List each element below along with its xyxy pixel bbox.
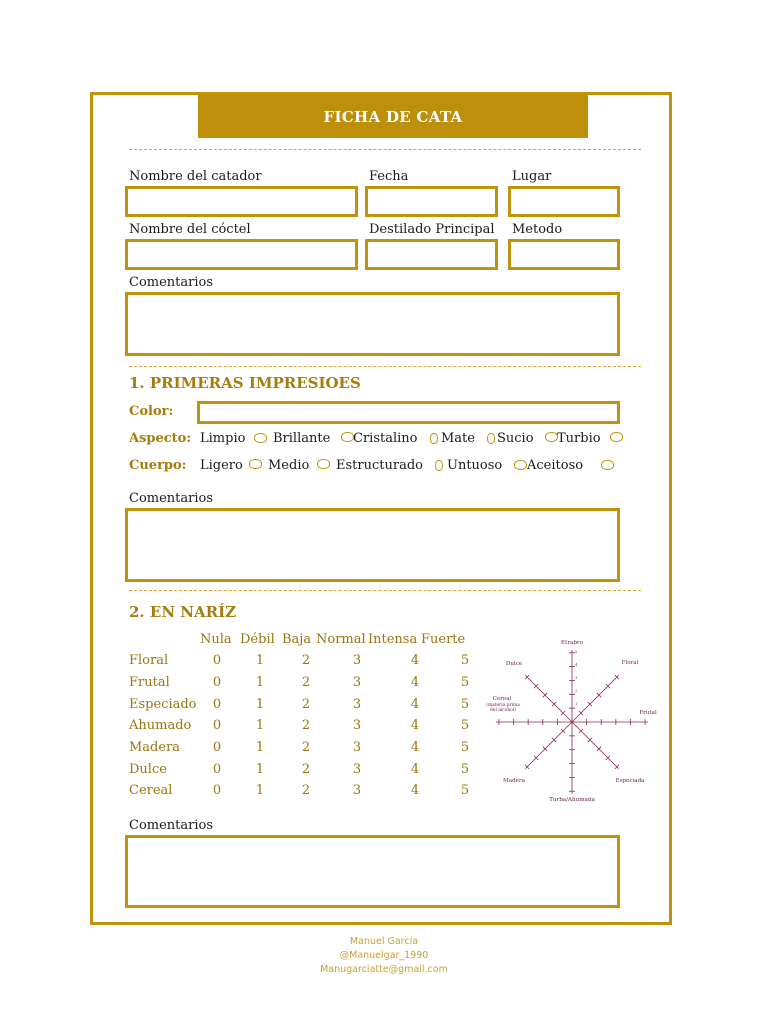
info-comments-field[interactable] (125, 292, 620, 356)
intensity-score[interactable]: 3 (352, 675, 362, 690)
intensity-score[interactable]: 3 (352, 762, 362, 777)
intensity-score[interactable]: 4 (410, 762, 420, 777)
wheel-label-cereal-note: (materia prima (486, 703, 520, 708)
intensity-score[interactable]: 5 (460, 762, 470, 777)
intensity-score[interactable]: 2 (301, 783, 311, 798)
intensity-score[interactable]: 3 (352, 653, 362, 668)
cocktail-field[interactable] (125, 239, 358, 270)
aroma-row-label: Frutal (129, 675, 170, 690)
intensity-score[interactable]: 5 (460, 653, 470, 668)
intensity-header: Nula (200, 632, 232, 647)
intensity-score[interactable]: 2 (301, 740, 311, 755)
intensity-score[interactable]: 2 (301, 762, 311, 777)
taster-field[interactable] (125, 186, 358, 217)
aspect-label: Aspecto: (129, 431, 192, 446)
impressions-comments-field[interactable] (125, 508, 620, 582)
wheel-label-madera: Madera (503, 778, 525, 784)
aspect-radio-limpio[interactable] (254, 433, 267, 443)
aspect-option-label: Sucio (497, 431, 534, 446)
aroma-wheel (486, 638, 660, 806)
intensity-score[interactable]: 4 (410, 697, 420, 712)
body-option-label: Aceitoso (527, 458, 584, 473)
taster-label: Nombre del catador (129, 169, 262, 184)
intensity-score[interactable]: 4 (410, 740, 420, 755)
date-label: Fecha (369, 169, 409, 184)
intensity-score[interactable]: 0 (212, 675, 222, 690)
intensity-score[interactable]: 5 (460, 718, 470, 733)
intensity-header: Baja (282, 632, 312, 647)
body-radio-untuoso[interactable] (514, 460, 527, 470)
aroma-row-label: Dulce (129, 762, 167, 777)
wheel-label-bottom: Turba/Ahumada (549, 797, 595, 803)
spirit-field[interactable] (365, 239, 498, 270)
color-label: Color: (129, 404, 174, 419)
intensity-score[interactable]: 2 (301, 653, 311, 668)
body-radio-ligero[interactable] (249, 459, 262, 469)
intensity-header: Fuerte (421, 632, 466, 647)
footer-handle: @Manuelgar_1990 (339, 950, 429, 961)
aspect-option-label: Mate (441, 431, 475, 446)
intensity-score[interactable]: 2 (301, 675, 311, 690)
intensity-score[interactable]: 2 (301, 718, 311, 733)
wheel-spoke (525, 722, 572, 769)
intensity-score[interactable]: 1 (255, 762, 265, 777)
intensity-score[interactable]: 3 (352, 718, 362, 733)
intensity-header: Débil (240, 632, 275, 647)
intensity-score[interactable]: 1 (255, 783, 265, 798)
wheel-tick-label: 3 (575, 676, 578, 680)
intensity-score[interactable]: 3 (352, 740, 362, 755)
footer-name: Manuel García (349, 936, 419, 947)
aspect-option-label: Cristalino (353, 431, 418, 446)
wheel-label-cereal: Cereal (492, 696, 512, 702)
body-radio-medio[interactable] (317, 459, 330, 469)
cocktail-label: Nombre del cóctel (129, 222, 251, 237)
nose-comments-field[interactable] (125, 835, 620, 908)
method-label: Metodo (512, 222, 563, 237)
method-field[interactable] (508, 239, 620, 270)
section-first-impressions: 1. PRIMERAS IMPRESIOES (129, 374, 361, 392)
body-label: Cuerpo: (129, 458, 187, 473)
wheel-label-dulce: Dulce (505, 661, 523, 667)
wheel-spoke (572, 675, 619, 722)
body-radio-aceitoso[interactable] (601, 460, 614, 470)
aroma-row-label: Madera (129, 740, 181, 755)
intensity-score[interactable]: 0 (212, 740, 222, 755)
wheel-label-cereal-note: del alcohol) (490, 708, 516, 713)
section-nose: 2. EN NARÍZ (129, 603, 237, 621)
spirit-label: Destilado Principal (369, 222, 495, 237)
divider (129, 366, 641, 367)
wheel-tick-label: 1 (575, 702, 578, 706)
intensity-score[interactable]: 4 (410, 675, 420, 690)
aroma-row-label: Cereal (129, 783, 173, 798)
aspect-radio-mate[interactable] (487, 433, 495, 444)
aroma-row-label: Floral (129, 653, 169, 668)
wheel-tick-label: 4 (575, 663, 578, 667)
intensity-score[interactable]: 1 (255, 718, 265, 733)
intensity-score[interactable]: 5 (460, 697, 470, 712)
aroma-row-label: Especiado (129, 697, 197, 712)
place-field[interactable] (508, 186, 620, 217)
intensity-score[interactable]: 4 (410, 783, 420, 798)
aroma-row-label: Ahumado (129, 718, 192, 733)
divider (129, 590, 641, 591)
wheel-tick-label: 2 (575, 689, 578, 693)
nose-comments-label: Comentarios (129, 818, 214, 833)
wheel-spoke (525, 675, 572, 722)
intensity-score[interactable]: 3 (352, 783, 362, 798)
body-option-label: Estructurado (336, 458, 423, 473)
aspect-option-label: Brillante (273, 431, 331, 446)
info-comments-label: Comentarios (129, 275, 214, 290)
place-label: Lugar (512, 169, 552, 184)
body-option-label: Ligero (200, 458, 243, 473)
intensity-header: Intensa (368, 632, 418, 647)
wheel-spoke (572, 722, 619, 769)
intensity-score[interactable]: 2 (301, 697, 311, 712)
intensity-score[interactable]: 1 (255, 697, 265, 712)
intensity-score[interactable]: 5 (460, 675, 470, 690)
intensity-score[interactable]: 0 (212, 653, 222, 668)
intensity-score[interactable]: 3 (352, 697, 362, 712)
wheel-label-especiada: Especiada (615, 778, 645, 784)
aspect-radio-cristalino[interactable] (430, 433, 438, 444)
wheel-label-floral: Floral (621, 660, 639, 666)
intensity-score[interactable]: 4 (410, 653, 420, 668)
impressions-comments-label: Comentarios (129, 491, 214, 506)
intensity-score[interactable]: 5 (460, 783, 470, 798)
wheel-label-frutal: Frutal (639, 710, 657, 716)
divider (129, 149, 641, 150)
intensity-header: Normal (316, 632, 366, 647)
intensity-score[interactable]: 1 (255, 653, 265, 668)
aspect-radio-turbio[interactable] (610, 432, 623, 442)
intensity-score[interactable]: 0 (212, 783, 222, 798)
body-option-label: Medio (268, 458, 310, 473)
intensity-score[interactable]: 0 (212, 697, 222, 712)
aspect-option-label: Limpio (200, 431, 246, 446)
body-option-label: Untuoso (447, 458, 503, 473)
footer-email: Manugarciatte@gmail.com (320, 964, 448, 975)
intensity-score[interactable]: 4 (410, 718, 420, 733)
intensity-score[interactable]: 5 (460, 740, 470, 755)
form-title: FICHA DE CATA (198, 95, 588, 138)
intensity-score[interactable]: 0 (212, 718, 222, 733)
intensity-score[interactable]: 1 (255, 675, 265, 690)
date-field[interactable] (365, 186, 498, 217)
intensity-score[interactable]: 0 (212, 762, 222, 777)
intensity-score[interactable]: 1 (255, 740, 265, 755)
color-field[interactable] (197, 401, 620, 424)
wheel-label-top: Etrabro (561, 640, 583, 646)
body-radio-estructurado[interactable] (435, 460, 443, 471)
wheel-tick-label: 5 (575, 650, 578, 654)
aspect-option-label: Turbio (557, 431, 601, 446)
